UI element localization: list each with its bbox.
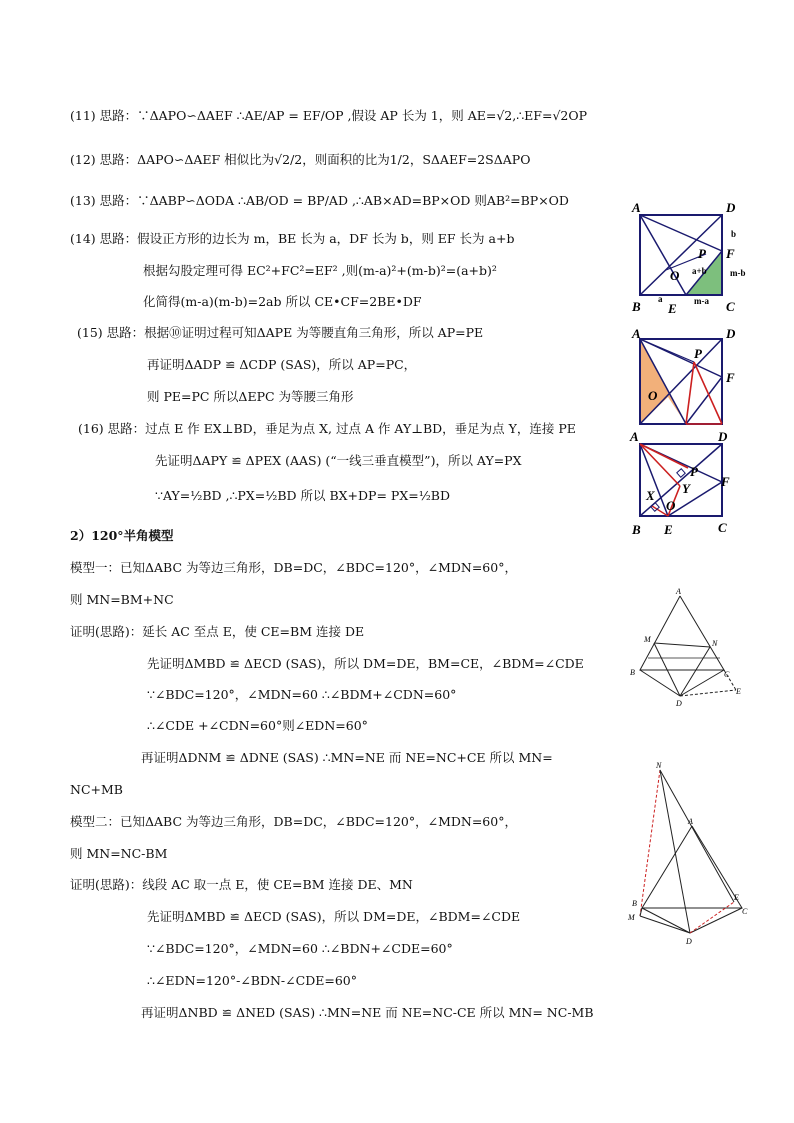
figure-square-1 <box>628 198 758 318</box>
line-16b: 先证明ΔAPY ≌ ΔPEX (AAS) (“一线三垂直模型”)，所以 AY=PX <box>155 453 522 468</box>
label-F: F <box>726 246 735 261</box>
proof2-line3: ∵∠BDC=120°，∠MDN=60 ∴∠BDN+∠CDE=60° <box>147 941 453 956</box>
section-heading: 2）120°半角模型 <box>70 528 174 543</box>
label-C: C <box>726 299 735 314</box>
label-D: D <box>686 937 692 946</box>
figure-model-2 <box>624 758 754 948</box>
proof1-line2: 先证明ΔMBD ≌ ΔECD (SAS)，所以 DM=DE，BM=CE，∠BDM=∠CDE <box>147 656 584 671</box>
line-16c: ∵AY=½BD ,∴PX=½BD 所以 BX+DP= PX=½BD <box>155 488 451 503</box>
label-O: O <box>648 388 658 403</box>
label-N: N <box>656 761 662 770</box>
seg-m-minus-b: m-b <box>730 268 746 278</box>
label-E: E <box>664 522 673 537</box>
label-P: P <box>698 246 706 261</box>
line-14c: 化简得(m-a)(m-b)=2ab 所以 CE•CF=2BE•DF <box>143 294 422 309</box>
label-D: D <box>718 429 728 444</box>
line-15b: 再证明ΔADP ≌ ΔCDP (SAS)，所以 AP=PC， <box>147 357 417 372</box>
line-13: (13) 思路：∵ΔABP∽ΔODA ∴AB/OD = BP/AD ,∴AB×AD=BP×OD 则AB²=BP×OD <box>70 193 569 208</box>
label-B: B <box>632 522 641 537</box>
model1-statement: 模型一：已知ΔABC 为等边三角形，DB=DC，∠BDC=120°，∠MDN=60°， <box>70 560 517 575</box>
seg-b: b <box>731 229 737 239</box>
proof2-line4: ∴∠EDN=120°-∠BDN-∠CDE=60° <box>147 973 357 988</box>
label-A: A <box>632 326 641 341</box>
proof1-line4: ∴∠CDE +∠CDN=60°则∠EDN=60° <box>147 718 368 733</box>
label-A: A <box>676 587 681 596</box>
proof2-line5: 再证明ΔNBD ≌ ΔNED (SAS) ∴MN=NE 而 NE=NC-CE 所以 MN= NC-MB <box>141 1005 594 1020</box>
seg-a: a <box>658 294 663 304</box>
label-D: D <box>726 326 736 341</box>
seg-m-minus-a: m-a <box>694 296 709 306</box>
proof1-line3: ∵∠BDC=120°，∠MDN=60 ∴∠BDM+∠CDN=60° <box>147 687 457 702</box>
line-15a: (15) 思路：根据⑩证明过程可知ΔAPE 为等腰直角三角形，所以 AP=PE <box>77 325 484 340</box>
label-F: F <box>726 370 735 385</box>
line-14b: 根据勾股定理可得 EC²+FC²=EF² ,则(m-a)²+(m-b)²=(a+b)² <box>143 263 497 278</box>
proof1-line1: 证明(思路)：延长 AC 至点 E，使 CE=BM 连接 DE <box>70 624 365 639</box>
label-P: P <box>694 346 702 361</box>
line-15c: 则 PE=PC 所以ΔEPC 为等腰三角形 <box>147 389 354 404</box>
figure-model-1 <box>624 584 754 710</box>
proof2-line1: 证明(思路)：线段 AC 取一点 E，使 CE=BM 连接 DE、MN <box>70 877 413 892</box>
label-M: M <box>644 635 651 644</box>
label-P: P <box>690 464 698 479</box>
label-A: A <box>688 817 693 826</box>
label-F: F <box>721 474 730 489</box>
label-X: X <box>646 488 655 503</box>
line-12: (12) 思路：ΔAPO∽ΔAEF 相似比为√2/2，则面积的比为1/2，SΔAEF=2SΔAPO <box>70 152 531 167</box>
label-O: O <box>670 268 680 283</box>
line-11: (11) 思路：∵ΔAPO∽ΔAEF ∴AE/AP = EF/OP ,假设 AP 长为 1，则 AE=√2,∴EF=√2OP <box>70 108 588 123</box>
label-C: C <box>724 670 730 679</box>
label-D: D <box>676 699 682 708</box>
label-E: E <box>736 687 741 696</box>
proof1-line6: NC+MB <box>70 782 123 797</box>
label-O: O <box>666 498 676 513</box>
line-16a: (16) 思路：过点 E 作 EX⊥BD，垂足为点 X, 过点 A 作 AY⊥BD，垂足为点 Y，连接 PE <box>78 421 576 436</box>
label-M: M <box>628 913 635 922</box>
figure-square-3 <box>628 426 758 540</box>
proof2-line2: 先证明ΔMBD ≌ ΔECD (SAS)，所以 DM=DE，∠BDM=∠CDE <box>147 909 521 924</box>
label-C: C <box>718 520 727 535</box>
model1-conclusion: 则 MN=BM+NC <box>70 592 174 607</box>
figure-square-2 <box>628 322 758 428</box>
label-B: B <box>630 668 635 677</box>
label-B: B <box>632 299 641 314</box>
seg-a-plus-b: a+b <box>692 266 707 276</box>
label-A: A <box>632 200 641 215</box>
model2-conclusion: 则 MN=NC-BM <box>70 846 168 861</box>
label-B: B <box>632 899 637 908</box>
label-D: D <box>726 200 736 215</box>
label-N: N <box>712 639 718 648</box>
label-A: A <box>630 429 639 444</box>
label-C: C <box>742 907 748 916</box>
label-E: E <box>734 893 739 902</box>
model2-statement: 模型二：已知ΔABC 为等边三角形，DB=DC，∠BDC=120°，∠MDN=60°， <box>70 814 517 829</box>
label-Y: Y <box>682 481 690 496</box>
line-14a: (14) 思路：假设正方形的边长为 m，BE 长为 a，DF 长为 b，则 EF 长为 a+b <box>70 231 515 246</box>
proof1-line5: 再证明ΔDNM ≌ ΔDNE (SAS) ∴MN=NE 而 NE=NC+CE 所以 MN= <box>141 750 553 765</box>
label-E: E <box>668 301 677 316</box>
